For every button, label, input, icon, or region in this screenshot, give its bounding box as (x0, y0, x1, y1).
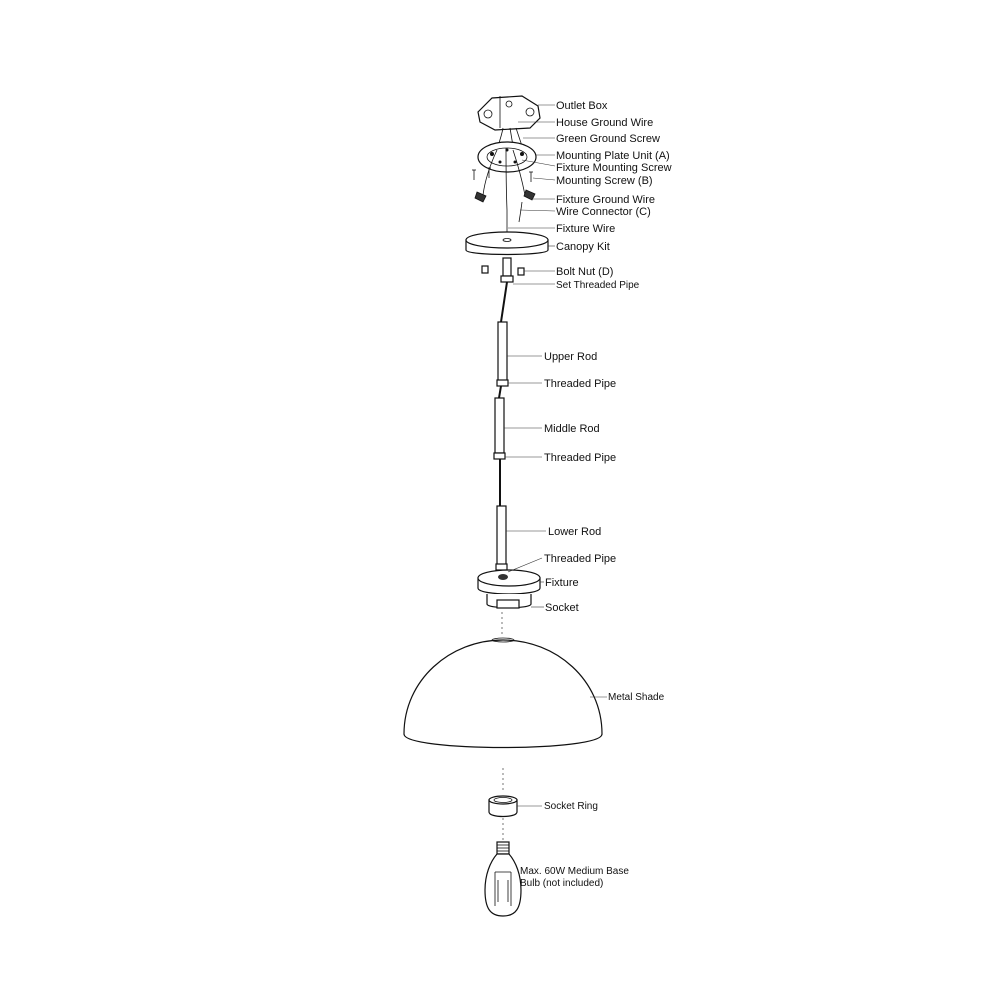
label-set-threaded-pipe: Set Threaded Pipe (556, 280, 640, 291)
bulb (485, 842, 521, 916)
label-fixture-mounting-screw: Fixture Mounting Screw (556, 162, 672, 174)
label-canopy-kit: Canopy Kit (556, 241, 610, 253)
lower-rod (496, 506, 507, 570)
mounting-plate-unit (478, 142, 536, 172)
fixture (478, 570, 540, 594)
label-bulb-line2: Bulb (not included) (520, 878, 604, 889)
metal-shade (404, 638, 602, 748)
cord-top (501, 282, 507, 322)
middle-rod (494, 398, 505, 459)
label-socket: Socket (545, 602, 579, 614)
label-wire-connector: Wire Connector (C) (556, 206, 651, 218)
label-mounting-plate-unit: Mounting Plate Unit (A) (556, 150, 670, 162)
label-threaded-pipe-3: Threaded Pipe (544, 553, 617, 565)
label-bolt-nut: Bolt Nut (D) (556, 266, 614, 278)
label-upper-rod: Upper Rod (544, 351, 598, 363)
labels (520, 100, 672, 889)
label-house-ground-wire: House Ground Wire (556, 117, 654, 129)
label-threaded-pipe-2: Threaded Pipe (544, 452, 617, 464)
canopy-kit (466, 232, 548, 255)
label-middle-rod: Middle Rod (544, 423, 600, 435)
label-fixture: Fixture (545, 577, 579, 589)
label-mounting-screw: Mounting Screw (B) (556, 175, 653, 187)
outlet-box (478, 96, 540, 130)
label-fixture-ground-wire: Fixture Ground Wire (556, 194, 656, 206)
label-green-ground-screw: Green Ground Screw (556, 133, 660, 145)
wire-connectors (475, 190, 535, 222)
label-bulb-line1: Max. 60W Medium Base (520, 866, 629, 877)
label-threaded-pipe-1: Threaded Pipe (544, 378, 617, 390)
label-fixture-wire: Fixture Wire (556, 223, 616, 235)
label-socket-ring: Socket Ring (544, 801, 598, 812)
label-metal-shade: Metal Shade (608, 692, 665, 703)
label-lower-rod: Lower Rod (548, 526, 602, 538)
label-outlet-box: Outlet Box (556, 100, 608, 112)
set-threaded-pipe (501, 258, 513, 282)
upper-rod (497, 322, 508, 386)
socket-ring (489, 796, 517, 817)
socket (487, 594, 531, 608)
